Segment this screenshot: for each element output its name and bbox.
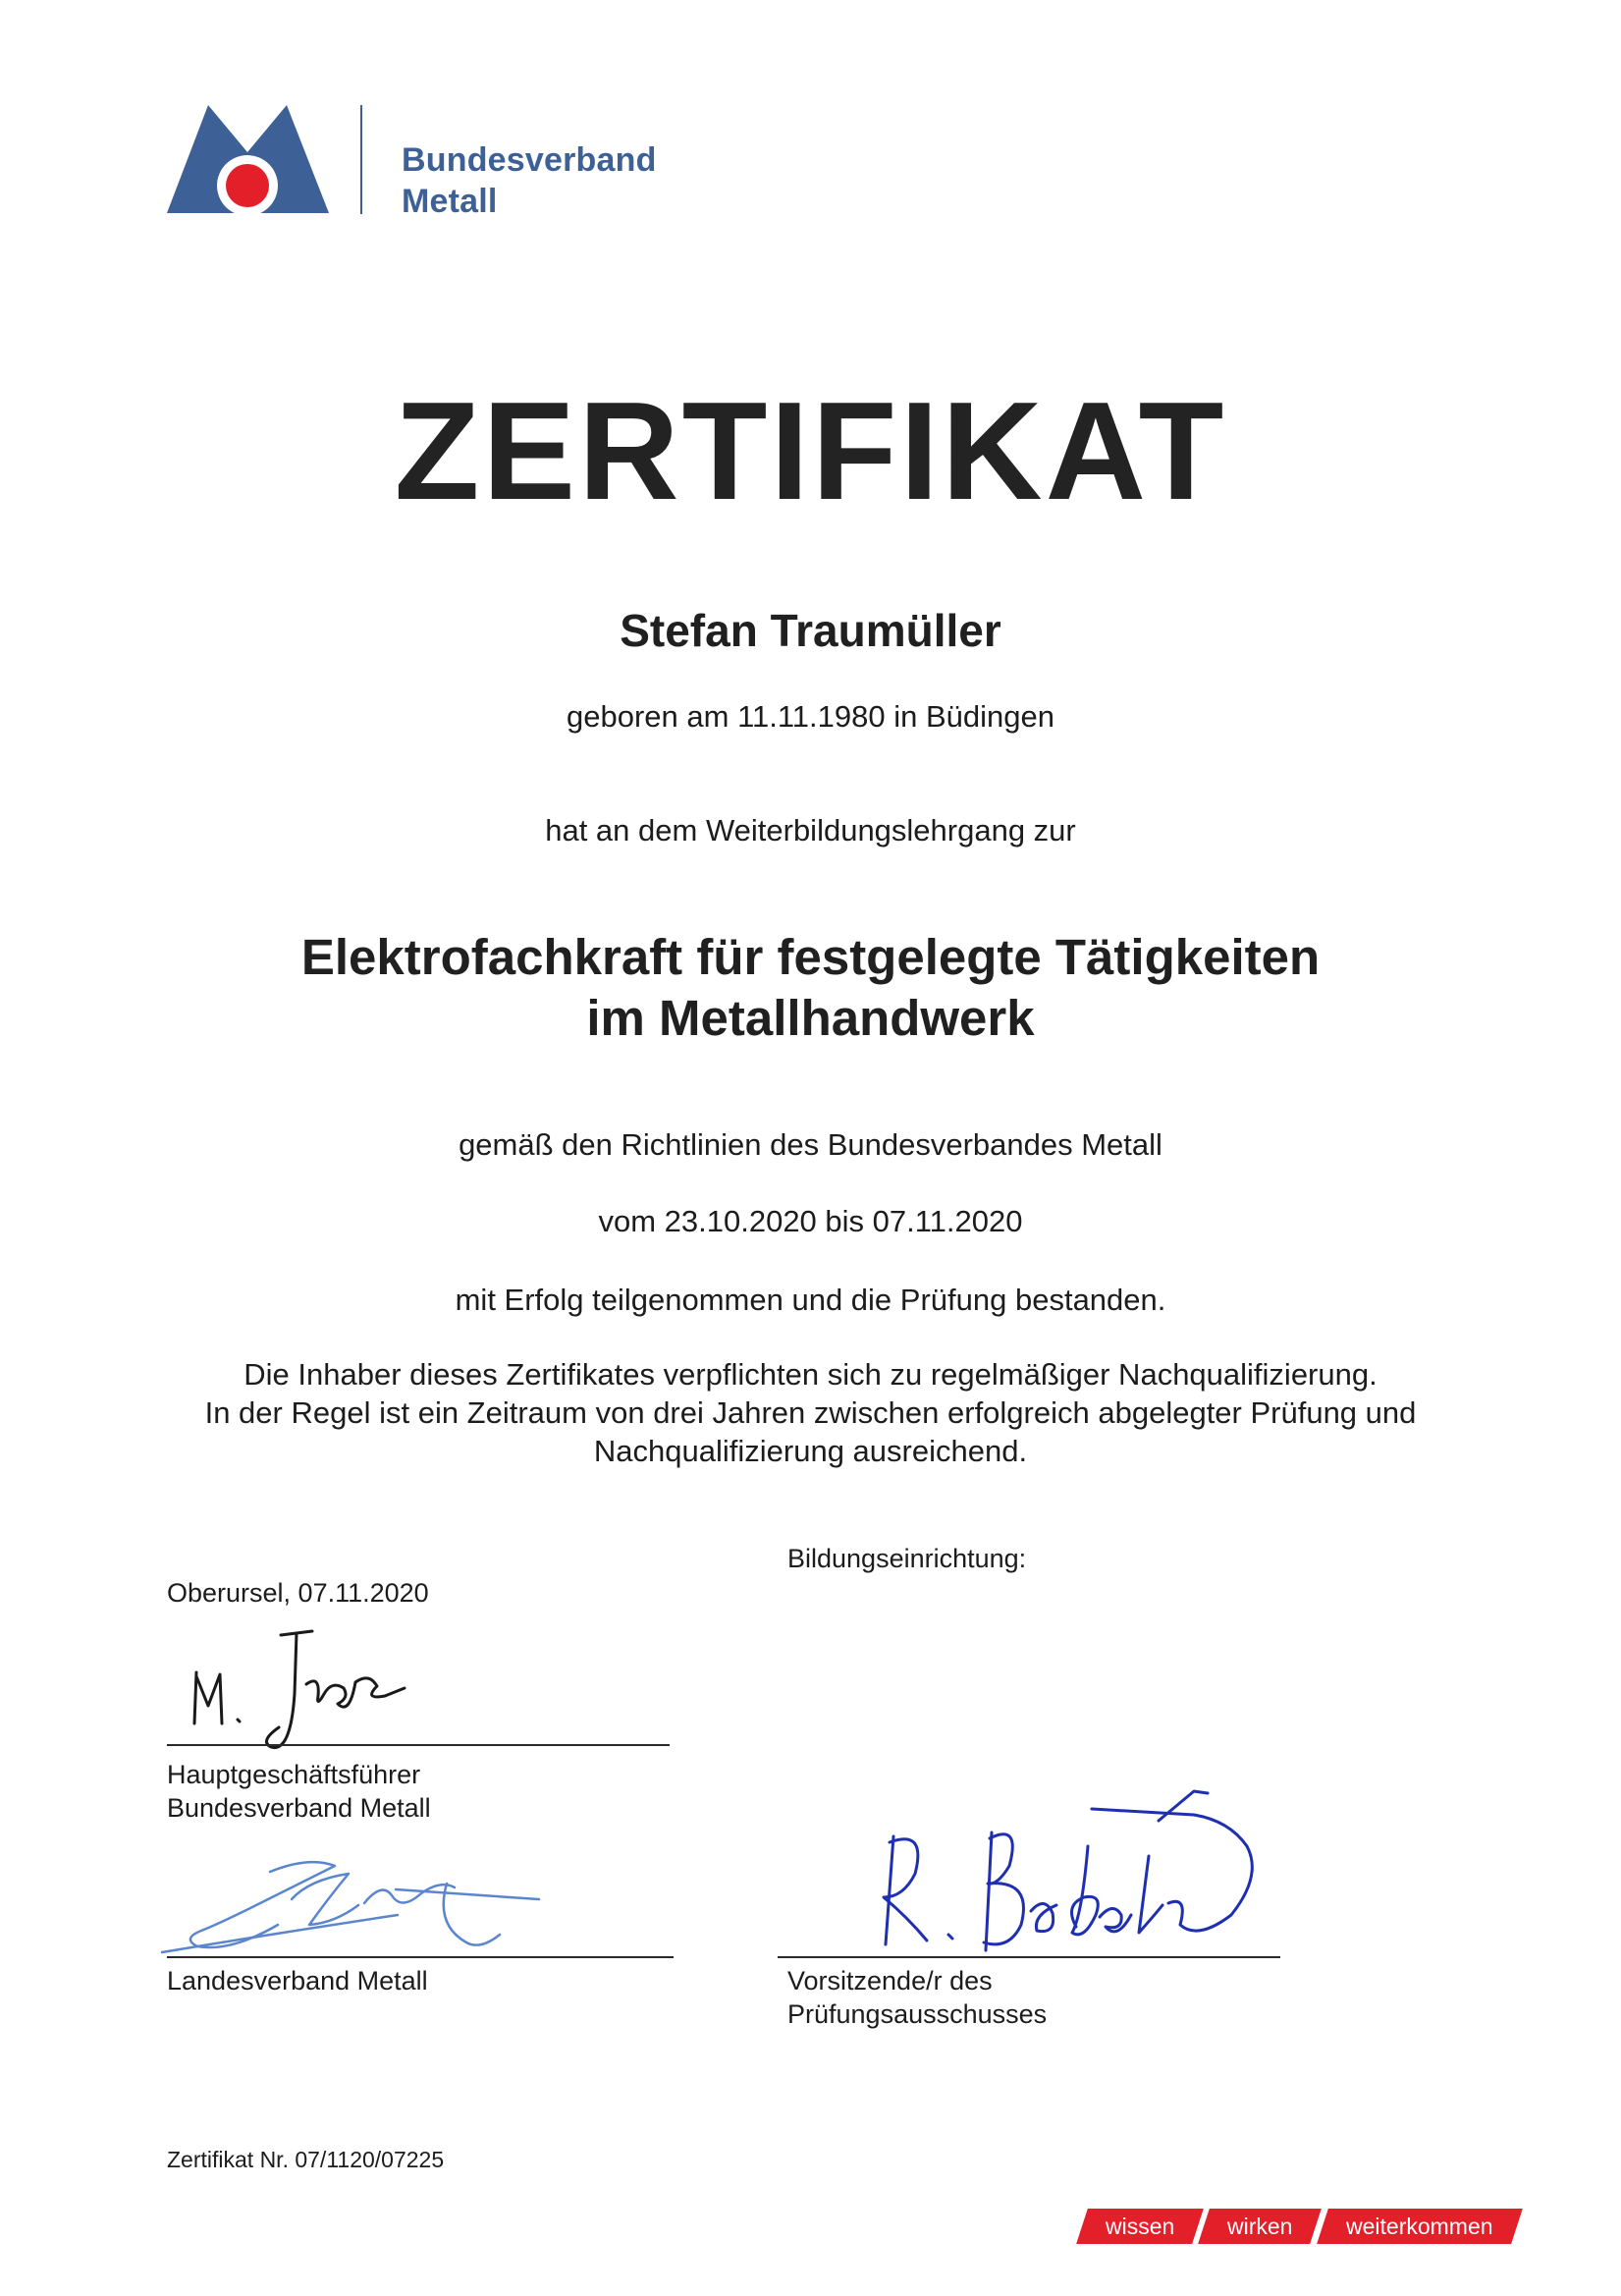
institution-label: Bildungseinrichtung:: [787, 1544, 1027, 1573]
logo-org-line1: Bundesverband: [402, 141, 657, 179]
signer2-title: Landesverband Metall: [167, 1966, 428, 1995]
slogan-word: wissen: [1106, 2214, 1175, 2239]
course-title-line1: Elektrofachkraft für festgelegte Tätigkeiten: [300, 929, 1321, 985]
slogan-segment: [1317, 2209, 1522, 2244]
obligation-line2: In der Regel ist ein Zeitraum von drei Jahren zwischen erfolgreich abgelegter Prüfung und: [204, 1395, 1417, 1430]
signer1-title-line2: Bundesverband Metall: [167, 1793, 431, 1823]
slogan-banner: [1082, 2209, 1522, 2244]
course-intro: hat an dem Weiterbildungslehrgang zur: [545, 813, 1076, 847]
certificate-number: Zertifikat Nr. 07/1120/07225: [167, 2147, 445, 2172]
birth-line: geboren am 11.11.1980 in Büdingen: [567, 699, 1054, 734]
slogan-word: weiterkommen: [1345, 2214, 1493, 2239]
place-date: Oberursel, 07.11.2020: [167, 1578, 429, 1608]
result-line: mit Erfolg teilgenommen und die Prüfung bestanden.: [455, 1283, 1166, 1317]
guidelines-line: gemäß den Richtlinien des Bundesverbandes Metall: [459, 1127, 1162, 1162]
signer3-title-line1: Vorsitzende/r des: [787, 1966, 993, 1995]
signature-line-2: [167, 1956, 674, 1958]
course-title: [0, 927, 1621, 1049]
certificate-title: ZERTIFIKAT: [394, 373, 1227, 529]
obligation-line1: Die Inhaber dieses Zertifikates verpflichten sich zu regelmäßiger Nachqualifizierung.: [243, 1357, 1378, 1392]
slogan-segment: [1198, 2209, 1322, 2244]
logo-mark-icon: [167, 103, 329, 216]
signature-pruefungsausschuss: [864, 1768, 1276, 1964]
course-period: vom 23.10.2020 bis 07.11.2020: [598, 1204, 1023, 1238]
signer3-title: [787, 1964, 1047, 2031]
slogan-segment: [1076, 2209, 1204, 2244]
signer1-title: [167, 1758, 431, 1825]
signer1-title-line1: Hauptgeschäftsführer: [167, 1760, 421, 1789]
slogan-word: wirken: [1227, 2214, 1293, 2239]
logo-wordmark: [402, 139, 657, 222]
logo-divider: [360, 105, 362, 214]
bundesverband-metall-logo: [167, 103, 329, 216]
signature-landesverband: [162, 1854, 545, 1982]
signature-line-3: [778, 1956, 1280, 1958]
logo-org-line2: Metall: [402, 183, 498, 220]
signature-line-1: [167, 1744, 670, 1746]
signer3-title-line2: Prüfungsausschusses: [787, 1999, 1048, 2029]
holder-name: Stefan Traumüller: [620, 605, 1001, 656]
course-title-line2: im Metallhandwerk: [586, 990, 1035, 1046]
signature-hauptgeschaeftsfuehrer: [177, 1625, 403, 1773]
obligation-line3: Nachqualifizierung ausreichend.: [593, 1434, 1028, 1468]
obligation-paragraph: [0, 1355, 1621, 1470]
